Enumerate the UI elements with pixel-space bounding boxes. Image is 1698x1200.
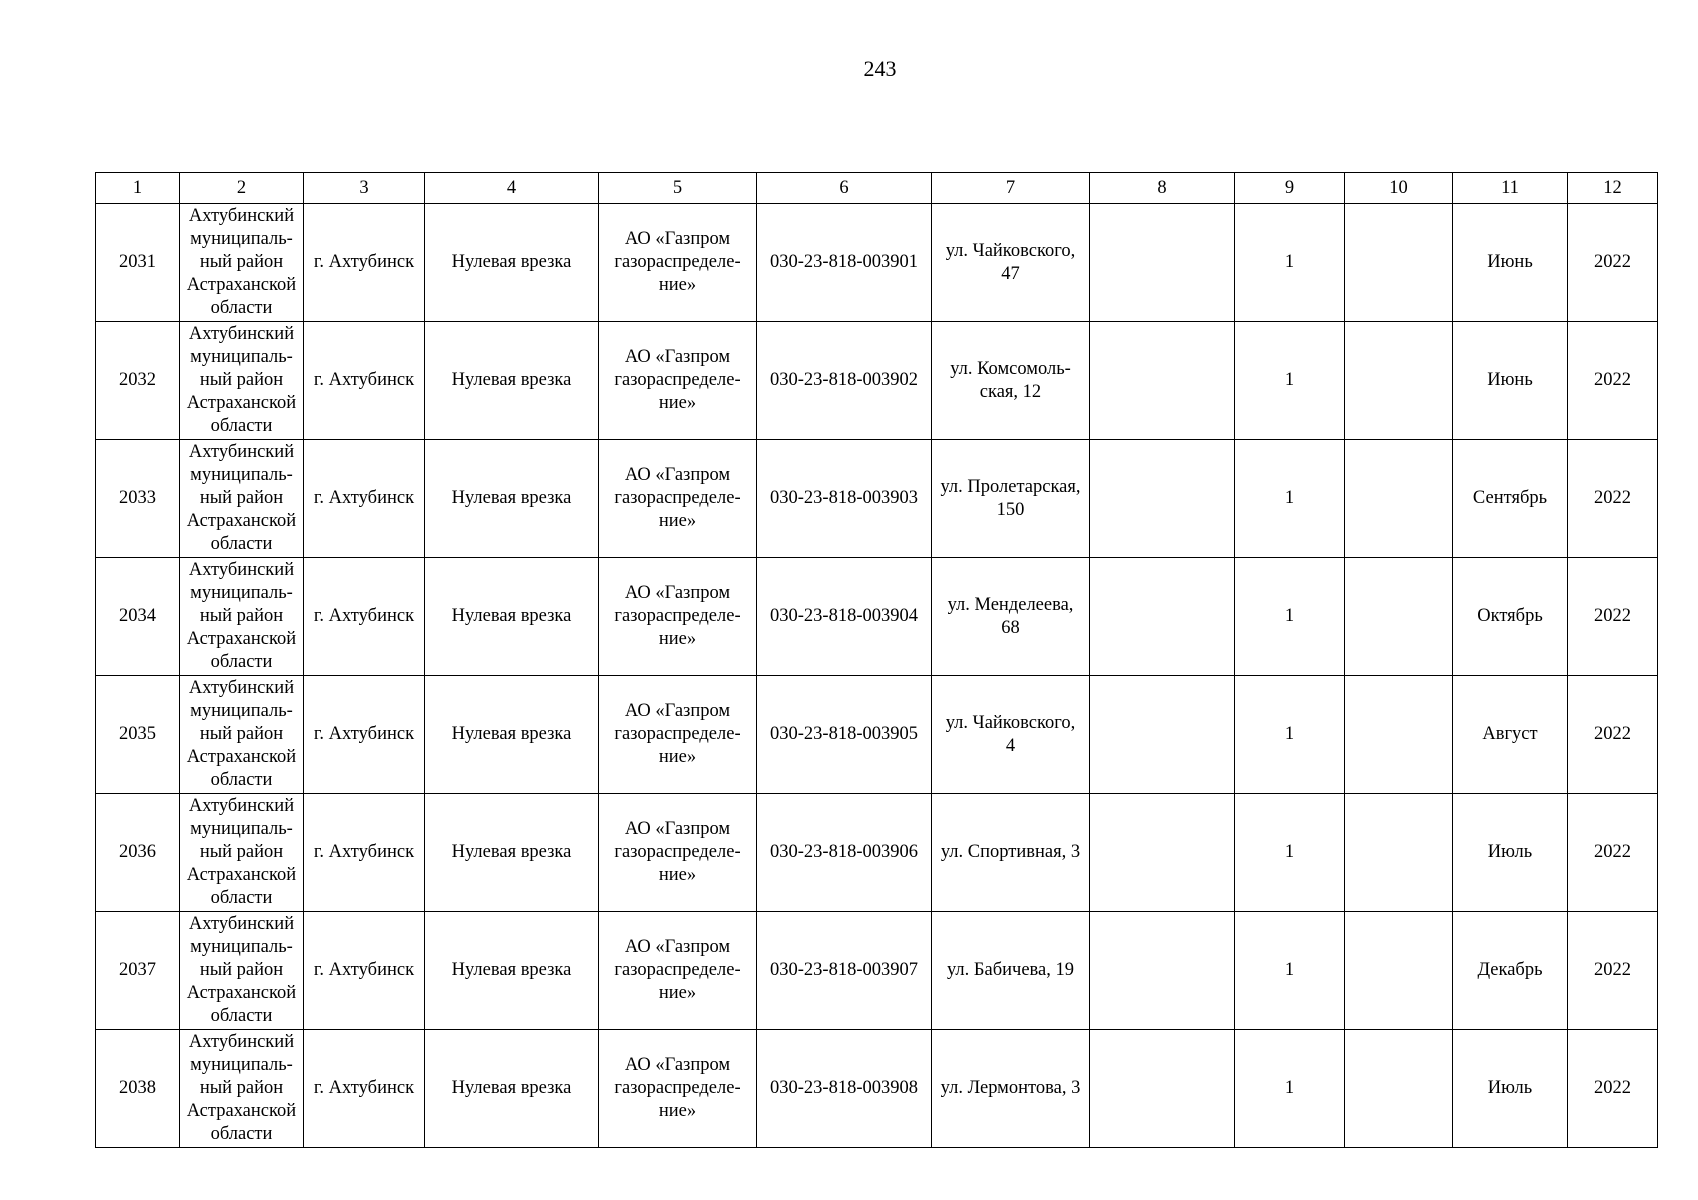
cell-organization xyxy=(599,794,757,912)
object-code-text: 030-23-818-003903 xyxy=(770,488,918,508)
cell-address xyxy=(932,204,1090,322)
cell-municipality xyxy=(180,558,304,676)
cell-address xyxy=(932,794,1090,912)
cell-row-number xyxy=(96,794,180,912)
cell-year xyxy=(1568,794,1658,912)
cell-municipality xyxy=(180,794,304,912)
cell-year xyxy=(1568,204,1658,322)
row-number-text: 2035 xyxy=(119,724,156,744)
settlement-text: г. Ахтубинск xyxy=(313,1078,415,1098)
cell-month xyxy=(1453,794,1568,912)
cell-row-number xyxy=(96,440,180,558)
cell-row-number xyxy=(96,676,180,794)
cell-col-8 xyxy=(1090,558,1235,676)
work-type-text: Нулевая врезка xyxy=(451,960,572,980)
month-text: Июнь xyxy=(1487,370,1533,390)
table-row xyxy=(96,558,1658,676)
work-type-text: Нулевая врезка xyxy=(451,606,572,626)
header-cell-4: 4 xyxy=(425,173,599,204)
municipality-text: Ахтубинский муниципаль- ный район Астраханской области xyxy=(186,324,297,436)
object-code-text: 030-23-818-003901 xyxy=(770,252,918,272)
year-text: 2022 xyxy=(1594,842,1631,862)
cell-col-10 xyxy=(1345,204,1453,322)
cell-col-10 xyxy=(1345,794,1453,912)
address-text: ул. Чайковского, 47 xyxy=(945,240,1076,284)
cell-col-10 xyxy=(1345,558,1453,676)
cell-work-type xyxy=(425,204,599,322)
municipality-text: Ахтубинский муниципаль- ный район Астраханской области xyxy=(186,1032,297,1144)
settlement-text: г. Ахтубинск xyxy=(313,370,415,390)
cell-col-8 xyxy=(1090,912,1235,1030)
cell-year xyxy=(1568,558,1658,676)
object-code-text: 030-23-818-003907 xyxy=(770,960,918,980)
cell-work-type xyxy=(425,1030,599,1148)
header-cell-10: 10 xyxy=(1345,173,1453,204)
header-cell-8: 8 xyxy=(1090,173,1235,204)
row-number-text: 2037 xyxy=(119,960,156,980)
cell-row-number xyxy=(96,912,180,1030)
organization-text: АО «Газпром газораспределе- ние» xyxy=(614,583,741,649)
cell-col-8 xyxy=(1090,204,1235,322)
cell-year xyxy=(1568,322,1658,440)
table-row xyxy=(96,204,1658,322)
cell-municipality xyxy=(180,676,304,794)
cell-organization xyxy=(599,558,757,676)
cell-quantity xyxy=(1235,1030,1345,1148)
cell-col-10 xyxy=(1345,1030,1453,1148)
cell-settlement xyxy=(304,1030,425,1148)
cell-year xyxy=(1568,1030,1658,1148)
header-cell-2: 2 xyxy=(180,173,304,204)
month-text: Декабрь xyxy=(1477,960,1543,980)
address-text: ул. Спортивная, 3 xyxy=(940,842,1081,862)
cell-settlement xyxy=(304,794,425,912)
cell-row-number xyxy=(96,322,180,440)
year-text: 2022 xyxy=(1594,724,1631,744)
header-cell-5: 5 xyxy=(599,173,757,204)
cell-municipality xyxy=(180,440,304,558)
cell-year xyxy=(1568,440,1658,558)
cell-work-type xyxy=(425,912,599,1030)
quantity-text: 1 xyxy=(1284,488,1295,508)
cell-month xyxy=(1453,440,1568,558)
cell-organization xyxy=(599,1030,757,1148)
cell-organization xyxy=(599,912,757,1030)
month-text: Август xyxy=(1482,724,1538,744)
cell-col-8 xyxy=(1090,1030,1235,1148)
cell-address xyxy=(932,558,1090,676)
year-text: 2022 xyxy=(1594,488,1631,508)
quantity-text: 1 xyxy=(1284,724,1295,744)
work-type-text: Нулевая врезка xyxy=(451,724,572,744)
quantity-text: 1 xyxy=(1284,842,1295,862)
cell-object-code xyxy=(757,794,932,912)
header-cell-12: 12 xyxy=(1568,173,1658,204)
cell-col-8 xyxy=(1090,794,1235,912)
organization-text: АО «Газпром газораспределе- ние» xyxy=(614,465,741,531)
cell-quantity xyxy=(1235,794,1345,912)
header-cell-9: 9 xyxy=(1235,173,1345,204)
year-text: 2022 xyxy=(1594,960,1631,980)
work-type-text: Нулевая врезка xyxy=(451,488,572,508)
page-number: 243 xyxy=(863,56,897,81)
quantity-text: 1 xyxy=(1284,1078,1295,1098)
table-row xyxy=(96,440,1658,558)
cell-organization xyxy=(599,676,757,794)
cell-municipality xyxy=(180,204,304,322)
header-cell-6: 6 xyxy=(757,173,932,204)
row-number-text: 2036 xyxy=(119,842,156,862)
object-code-text: 030-23-818-003902 xyxy=(770,370,918,390)
cell-settlement xyxy=(304,322,425,440)
address-text: ул. Лермонтова, 3 xyxy=(940,1078,1081,1098)
quantity-text: 1 xyxy=(1284,606,1295,626)
row-number-text: 2031 xyxy=(119,252,156,272)
cell-col-10 xyxy=(1345,676,1453,794)
cell-municipality xyxy=(180,912,304,1030)
settlement-text: г. Ахтубинск xyxy=(313,488,415,508)
row-number-text: 2038 xyxy=(119,1078,156,1098)
quantity-text: 1 xyxy=(1284,960,1295,980)
cell-col-10 xyxy=(1345,912,1453,1030)
cell-object-code xyxy=(757,676,932,794)
settlement-text: г. Ахтубинск xyxy=(313,606,415,626)
cell-col-8 xyxy=(1090,676,1235,794)
cell-col-10 xyxy=(1345,322,1453,440)
cell-work-type xyxy=(425,558,599,676)
cell-object-code xyxy=(757,558,932,676)
cell-settlement xyxy=(304,558,425,676)
cell-year xyxy=(1568,912,1658,1030)
cell-quantity xyxy=(1235,440,1345,558)
municipality-text: Ахтубинский муниципаль- ный район Астраханской области xyxy=(186,560,297,672)
table-row xyxy=(96,1030,1658,1148)
work-type-text: Нулевая врезка xyxy=(451,370,572,390)
cell-month xyxy=(1453,204,1568,322)
data-table xyxy=(95,172,1658,1148)
header-row xyxy=(96,173,1658,204)
cell-work-type xyxy=(425,676,599,794)
year-text: 2022 xyxy=(1594,252,1631,272)
work-type-text: Нулевая врезка xyxy=(451,842,572,862)
organization-text: АО «Газпром газораспределе- ние» xyxy=(614,347,741,413)
year-text: 2022 xyxy=(1594,370,1631,390)
cell-col-8 xyxy=(1090,322,1235,440)
header-cell-11: 11 xyxy=(1453,173,1568,204)
quantity-text: 1 xyxy=(1284,370,1295,390)
cell-work-type xyxy=(425,322,599,440)
cell-organization xyxy=(599,322,757,440)
object-code-text: 030-23-818-003906 xyxy=(770,842,918,862)
month-text: Октябрь xyxy=(1477,606,1543,626)
cell-month xyxy=(1453,912,1568,1030)
cell-object-code xyxy=(757,440,932,558)
cell-quantity xyxy=(1235,558,1345,676)
settlement-text: г. Ахтубинск xyxy=(313,842,415,862)
table-row xyxy=(96,676,1658,794)
cell-settlement xyxy=(304,204,425,322)
month-text: Июль xyxy=(1487,842,1533,862)
header-cell-1: 1 xyxy=(96,173,180,204)
cell-object-code xyxy=(757,1030,932,1148)
cell-object-code xyxy=(757,912,932,1030)
quantity-text: 1 xyxy=(1284,252,1295,272)
cell-object-code xyxy=(757,322,932,440)
header-cell-7: 7 xyxy=(932,173,1090,204)
work-type-text: Нулевая врезка xyxy=(451,252,572,272)
settlement-text: г. Ахтубинск xyxy=(313,960,415,980)
cell-object-code xyxy=(757,204,932,322)
table-body xyxy=(96,173,1658,1148)
object-code-text: 030-23-818-003908 xyxy=(770,1078,918,1098)
municipality-text: Ахтубинский муниципаль- ный район Астраханской области xyxy=(186,796,297,908)
settlement-text: г. Ахтубинск xyxy=(313,724,415,744)
cell-month xyxy=(1453,1030,1568,1148)
cell-address xyxy=(932,1030,1090,1148)
month-text: Июнь xyxy=(1487,252,1533,272)
cell-organization xyxy=(599,440,757,558)
cell-quantity xyxy=(1235,322,1345,440)
address-text: ул. Пролетарская, 150 xyxy=(940,476,1081,520)
settlement-text: г. Ахтубинск xyxy=(313,252,415,272)
cell-quantity xyxy=(1235,676,1345,794)
work-type-text: Нулевая врезка xyxy=(451,1078,572,1098)
cell-month xyxy=(1453,558,1568,676)
municipality-text: Ахтубинский муниципаль- ный район Астраханской области xyxy=(186,206,297,318)
cell-settlement xyxy=(304,676,425,794)
cell-work-type xyxy=(425,440,599,558)
cell-quantity xyxy=(1235,912,1345,1030)
cell-quantity xyxy=(1235,204,1345,322)
cell-month xyxy=(1453,322,1568,440)
row-number-text: 2034 xyxy=(119,606,156,626)
organization-text: АО «Газпром газораспределе- ние» xyxy=(614,819,741,885)
header-cell-3: 3 xyxy=(304,173,425,204)
cell-col-10 xyxy=(1345,440,1453,558)
cell-settlement xyxy=(304,912,425,1030)
year-text: 2022 xyxy=(1594,1078,1631,1098)
cell-work-type xyxy=(425,794,599,912)
cell-month xyxy=(1453,676,1568,794)
cell-row-number xyxy=(96,204,180,322)
table-row xyxy=(96,912,1658,1030)
row-number-text: 2032 xyxy=(119,370,156,390)
address-text: ул. Комсомоль- ская, 12 xyxy=(950,358,1071,402)
year-text: 2022 xyxy=(1594,606,1631,626)
cell-municipality xyxy=(180,1030,304,1148)
object-code-text: 030-23-818-003905 xyxy=(770,724,918,744)
table-row xyxy=(96,322,1658,440)
cell-municipality xyxy=(180,322,304,440)
address-text: ул. Менделеева, 68 xyxy=(947,594,1074,638)
cell-col-8 xyxy=(1090,440,1235,558)
month-text: Сентябрь xyxy=(1472,488,1548,508)
cell-address xyxy=(932,676,1090,794)
organization-text: АО «Газпром газораспределе- ние» xyxy=(614,229,741,295)
cell-year xyxy=(1568,676,1658,794)
municipality-text: Ахтубинский муниципаль- ный район Астраханской области xyxy=(186,678,297,790)
cell-address xyxy=(932,322,1090,440)
address-text: ул. Бабичева, 19 xyxy=(946,960,1075,980)
row-number-text: 2033 xyxy=(119,488,156,508)
month-text: Июль xyxy=(1487,1078,1533,1098)
organization-text: АО «Газпром газораспределе- ние» xyxy=(614,937,741,1003)
organization-text: АО «Газпром газораспределе- ние» xyxy=(614,701,741,767)
municipality-text: Ахтубинский муниципаль- ный район Астраханской области xyxy=(186,914,297,1026)
cell-address xyxy=(932,912,1090,1030)
cell-settlement xyxy=(304,440,425,558)
cell-row-number xyxy=(96,558,180,676)
table-row xyxy=(96,794,1658,912)
cell-organization xyxy=(599,204,757,322)
organization-text: АО «Газпром газораспределе- ние» xyxy=(614,1055,741,1121)
address-text: ул. Чайковского, 4 xyxy=(945,712,1076,756)
municipality-text: Ахтубинский муниципаль- ный район Астраханской области xyxy=(186,442,297,554)
cell-row-number xyxy=(96,1030,180,1148)
cell-address xyxy=(932,440,1090,558)
object-code-text: 030-23-818-003904 xyxy=(770,606,918,626)
